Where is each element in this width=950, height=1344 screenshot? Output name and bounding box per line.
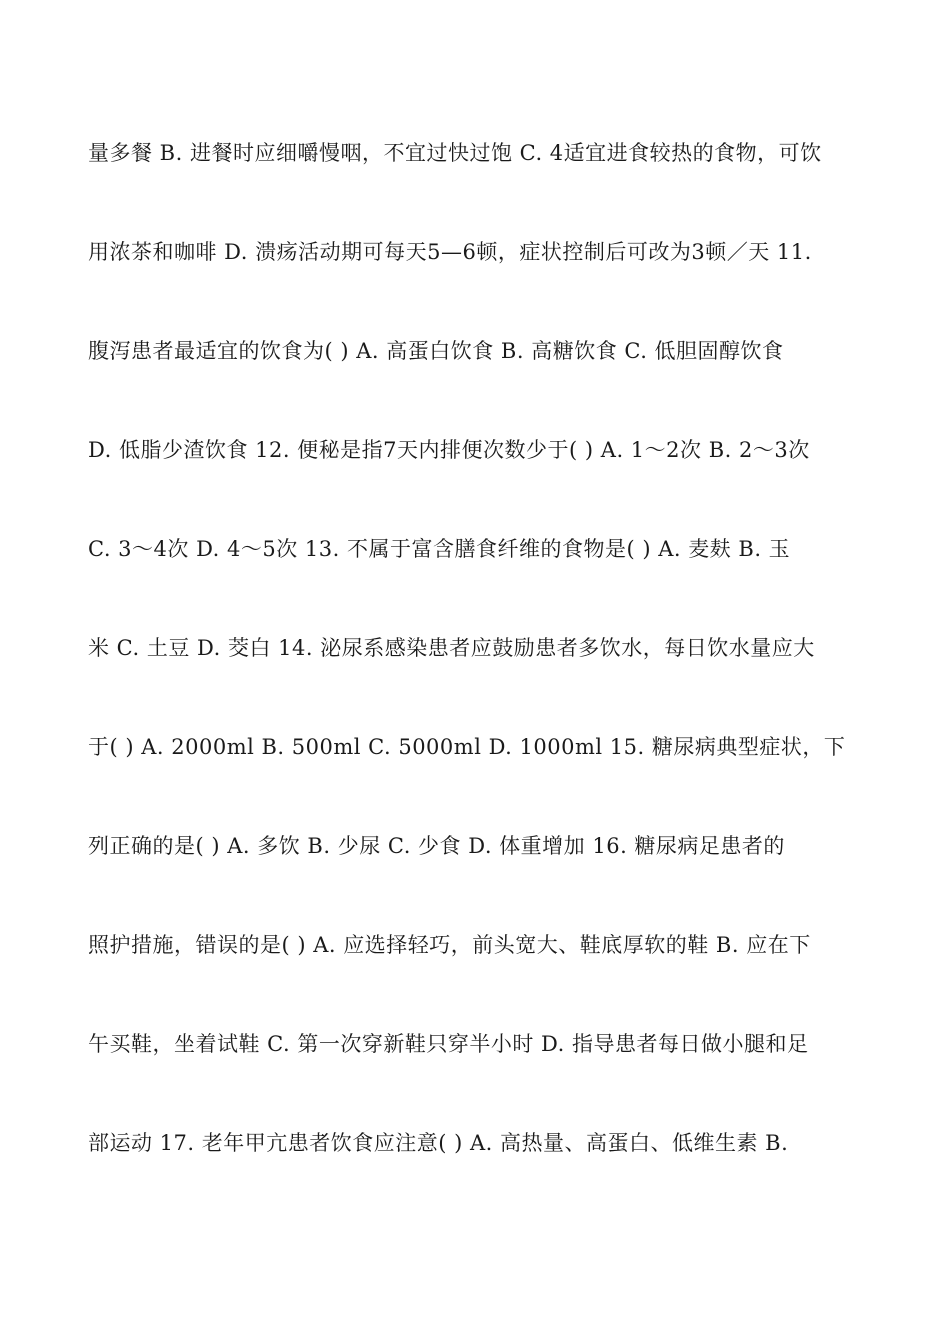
- text-line: 午买鞋，坐着试鞋 C. 第一次穿新鞋只穿半小时 D. 指导患者每日做小腿和足: [88, 1032, 809, 1056]
- text-line: 腹泻患者最适宜的饮食为( ) A. 高蛋白饮食 B. 高糖饮食 C. 低胆固醇饮食: [88, 339, 784, 363]
- text-line: 米 C. 土豆 D. 茭白 14. 泌尿系感染患者应鼓励患者多饮水，每日饮水量应大: [88, 636, 815, 660]
- text-line: 部运动 17. 老年甲亢患者饮食应注意( ) A. 高热量、高蛋白、低维生素 B.: [88, 1131, 789, 1155]
- text-line: 量多餐 B. 进餐时应细嚼慢咽，不宜过快过饱 C. 4适宜进食较热的食物，可饮: [88, 141, 822, 165]
- text-line: D. 低脂少渣饮食 12. 便秘是指7天内排便次数少于( ) A. 1～2次 B. 2～3次: [88, 438, 810, 462]
- text-line: C. 3～4次 D. 4～5次 13. 不属于富含膳食纤维的食物是( ) A. 麦麸 B. 玉: [88, 537, 791, 561]
- text-line: 于( ) A. 2000ml B. 500ml C. 5000ml D. 1000ml 15. 糖尿病典型症状，下: [88, 735, 846, 759]
- text-line: 照护措施，错误的是( ) A. 应选择轻巧，前头宽大、鞋底厚软的鞋 B. 应在下: [88, 933, 811, 957]
- text-line: 用浓茶和咖啡 D. 溃疡活动期可每天5—6顿，症状控制后可改为3顿／天 11.: [88, 240, 812, 264]
- text-line: 列正确的是( ) A. 多饮 B. 少尿 C. 少食 D. 体重增加 16. 糖尿病足患者的: [88, 834, 785, 858]
